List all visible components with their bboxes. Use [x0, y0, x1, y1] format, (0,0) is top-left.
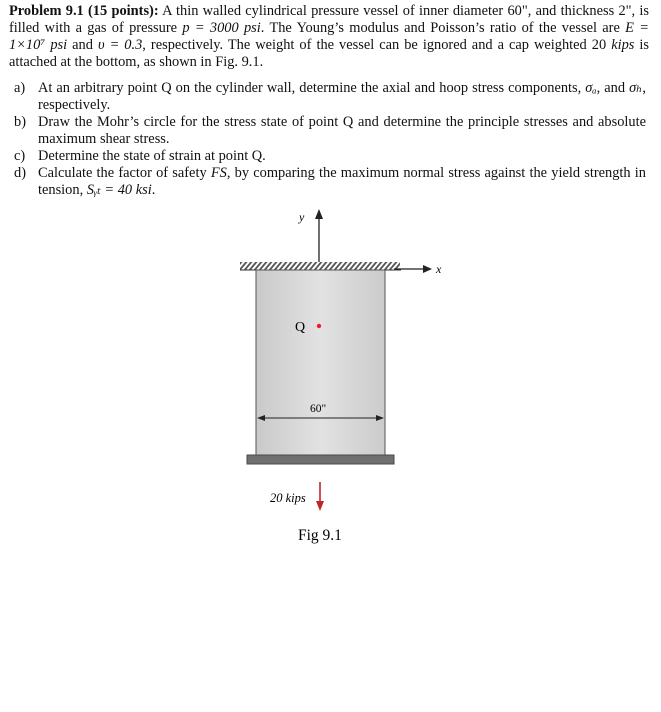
part-letter: c) [14, 148, 26, 164]
part-letter: d) [14, 165, 26, 181]
y-axis-label: y [299, 210, 305, 224]
load-label: 20 kips [270, 491, 306, 505]
axial-stress-symbol: σₐ [585, 80, 597, 96]
part-letter: b) [14, 114, 26, 130]
statement-part-1: A thin walled cylindrical pressure vessel of inner diameter 60", and thickness 2", is filled with a gas of pressure [9, 3, 649, 36]
statement-part-5: is attached at the bottom, as shown in Fig. 9.1. [9, 37, 649, 70]
part-text: At an arbitrary point Q on the cylinder wall, determine the axial and hoop stress components, [38, 80, 586, 96]
part-text: , and [596, 80, 630, 96]
part-text: , respectively. [38, 80, 646, 113]
problem-heading: Problem 9.1 (15 points): [9, 3, 159, 19]
poisson-expression: υ = 0.3 [97, 37, 143, 53]
load-arrow [316, 482, 324, 511]
fixed-support [240, 262, 401, 270]
bottom-cap [247, 455, 394, 464]
part-text: Determine the state of strain at point Q. [38, 148, 266, 164]
statement-part-3: and [67, 37, 98, 53]
figure-caption: Fig 9.1 [298, 527, 342, 544]
diameter-label: 60" [310, 403, 327, 415]
modulus-expression: E = 1×10⁷ psi [9, 20, 649, 53]
part-text: Calculate the factor of safety [38, 165, 211, 181]
kips-word: kips [611, 37, 635, 53]
part-letter: a) [14, 80, 26, 96]
x-axis-label: x [436, 262, 442, 276]
y-axis [315, 209, 323, 262]
point-q-marker [317, 324, 321, 328]
cylinder-vessel [256, 270, 385, 455]
pressure-expression: p = 3000 psi [182, 20, 261, 36]
yield-strength-expression: Sᵧₜ = 40 ksi [86, 182, 152, 198]
safety-factor-symbol: FS [210, 165, 227, 181]
statement-part-4: , respectively. The weight of the vessel can be ignored and a cap weighted 20 [142, 37, 612, 53]
part-text: , by comparing the maximum normal stress against the yield strength in tension, [38, 165, 647, 198]
hoop-stress-symbol: σₕ [629, 80, 643, 96]
part-text: . [151, 182, 156, 198]
point-q-label: Q [295, 320, 306, 335]
part-text: Draw the Mohr’s circle for the stress state of point Q and determine the principle stresses and absolute maximum shear stress. [38, 114, 646, 147]
statement-part-2: . The Young’s modulus and Poisson’s ratio of the vessel are [260, 20, 626, 36]
